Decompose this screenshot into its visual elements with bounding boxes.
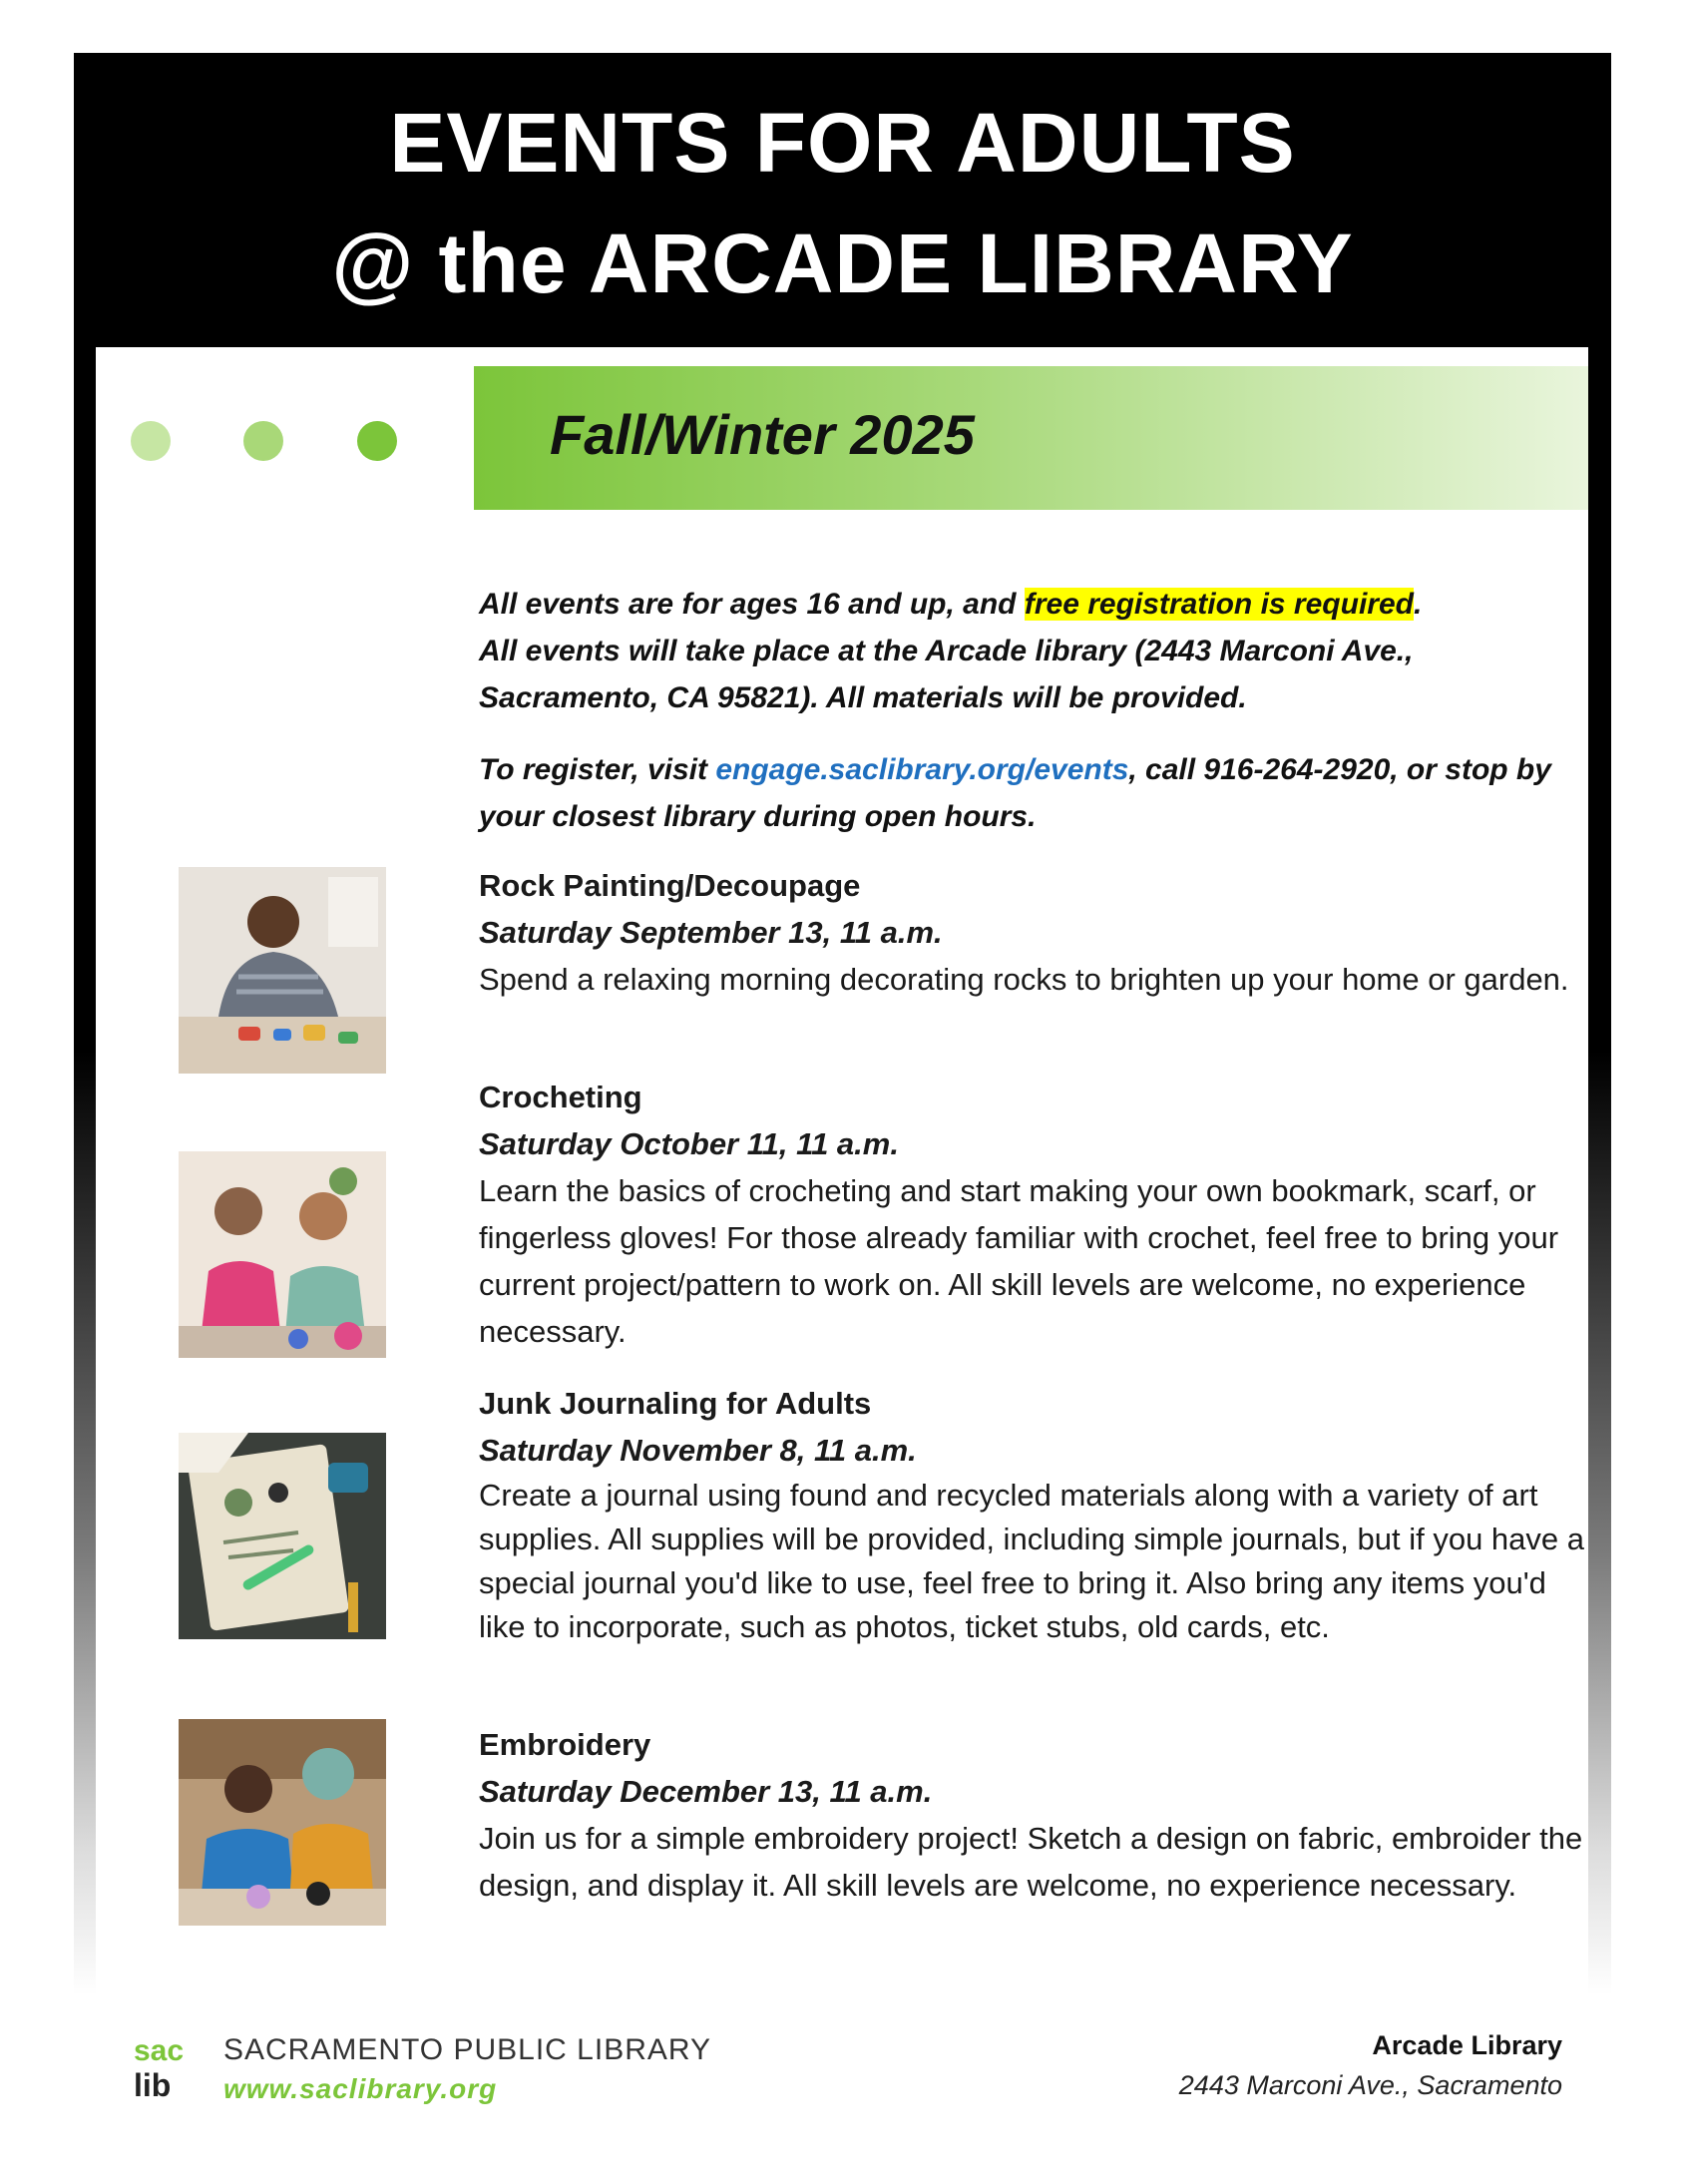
registration-required-highlight: free registration is required [1024, 588, 1414, 621]
event-date: Saturday November 8, 11 a.m. [479, 1433, 917, 1468]
register-link[interactable]: engage.saclibrary.org/events [715, 753, 1129, 786]
event-date: Saturday December 13, 11 a.m. [479, 1774, 933, 1809]
event-date: Saturday October 11, 11 a.m. [479, 1126, 899, 1161]
branch-info [1179, 2025, 1562, 2105]
women-crocheting-photo [179, 1151, 386, 1358]
register-text-after: , call 916-264-2920, or stop by your closest library during open hours. [479, 753, 1551, 833]
event-title: Junk Journaling for Adults [479, 1386, 872, 1421]
man-painting-rocks-photo [179, 867, 386, 1074]
library-website-link[interactable]: www.saclibrary.org [223, 2073, 498, 2104]
intro-paragraph-1 [479, 581, 1586, 721]
event-description: Spend a relaxing morning decorating rocks to brighten up your home or garden. [479, 962, 1569, 997]
intro-paragraph-2 [479, 746, 1586, 840]
friends-embroidering-photo [179, 1719, 386, 1926]
season-banner [474, 366, 1588, 510]
branch-address: 2443 Marconi Ave., Sacramento [1178, 2070, 1562, 2100]
event-crocheting [479, 1074, 1586, 1355]
event-rock-painting [479, 862, 1586, 1003]
decorative-dot-light [131, 421, 171, 461]
journal-drawing-photo [179, 1433, 386, 1639]
title-line-1: EVENTS FOR ADULTS [389, 96, 1296, 190]
saclib-logo-icon [132, 2028, 206, 2102]
branch-name: Arcade Library [1372, 2030, 1562, 2060]
event-description: Learn the basics of crocheting and start making your own bookmark, scarf, or fingerless gloves! For those already familiar with crochet, feel free to bring your current project/pattern to work on. All skill levels are welcome, no experience necessary. [479, 1173, 1559, 1349]
intro-text: All events are for ages 16 and up, and [479, 588, 1025, 621]
season-title: Fall/Winter 2025 [550, 403, 975, 466]
event-junk-journaling [479, 1380, 1586, 1649]
logo-top-text: sac [134, 2034, 185, 2067]
event-title: Rock Painting/Decoupage [479, 868, 861, 903]
decorative-dot-dark [357, 421, 397, 461]
intro-period: . [1413, 588, 1423, 621]
event-embroidery [479, 1721, 1586, 1909]
flyer-header [74, 53, 1611, 347]
event-description: Join us for a simple embroidery project! Sketch a design on fabric, embroider the design, and display it. All skill levels are welcome, no experience necessary. [479, 1821, 1583, 1903]
title-line-2: @ the ARCADE LIBRARY [331, 217, 1354, 310]
event-date: Saturday September 13, 11 a.m. [479, 915, 943, 950]
event-title: Crocheting [479, 1080, 642, 1114]
library-name: SACRAMENTO PUBLIC LIBRARY [223, 2033, 712, 2066]
logo-bottom-text: lib [134, 2067, 172, 2102]
decorative-dot-medium [243, 421, 283, 461]
event-description: Create a journal using found and recycled materials along with a variety of art supplies. All supplies will be provided, including simple journals, but if you have a special journal you'd like to use, feel free to bring it. Also bring any items you'd like to incorporate, such as photos, ticket stubs, old cards, etc. [479, 1478, 1585, 1644]
register-text: To register, visit [479, 753, 716, 786]
location-text: All events will take place at the Arcade library (2443 Marconi Ave., Sacramento, CA 95821). All materials will be provided. [479, 635, 1414, 714]
event-title: Embroidery [479, 1727, 651, 1762]
